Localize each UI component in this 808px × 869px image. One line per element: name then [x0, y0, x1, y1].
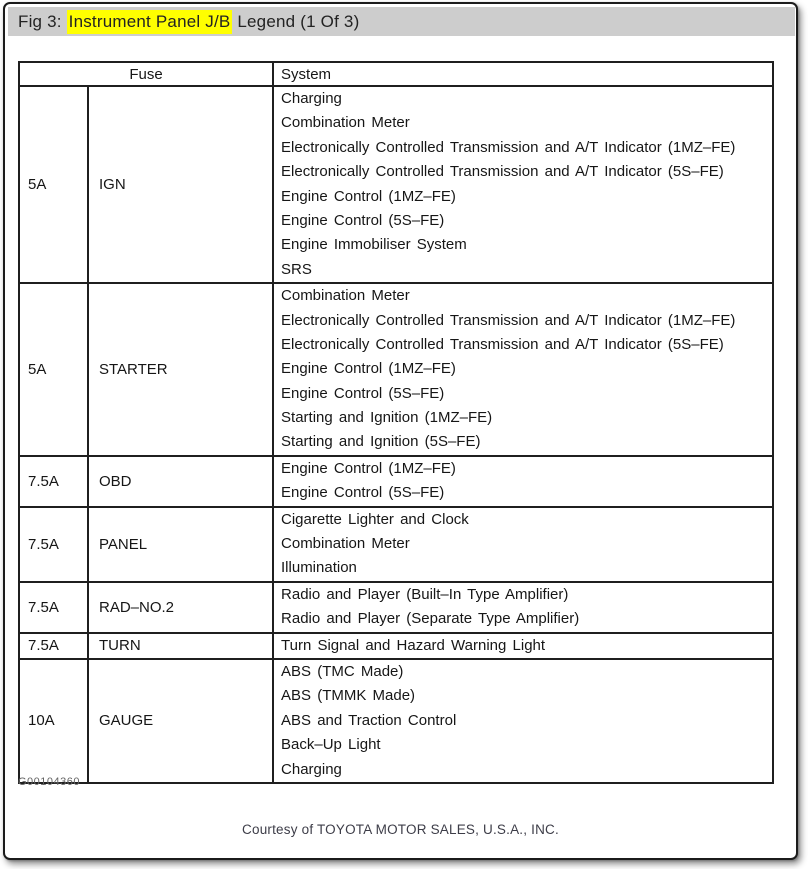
system-line: Electronically Controlled Transmission and A/T Indicator (1MZ–FE) [281, 311, 736, 329]
fuse-name-cell: STARTER [88, 283, 273, 456]
figure-title-bar [8, 7, 795, 36]
table-row [19, 659, 773, 783]
system-line: Cigarette Lighter and Clock [281, 510, 469, 528]
system-cell [273, 582, 773, 633]
system-line: Combination Meter [281, 287, 410, 305]
fuse-amp-cell: 7.5A [19, 507, 88, 582]
table-row [19, 283, 773, 456]
system-line: Combination Meter [281, 114, 410, 132]
fuse-amp-cell: 7.5A [19, 582, 88, 633]
system-line: Turn Signal and Hazard Warning Light [281, 636, 546, 654]
fuse-name-cell: TURN [88, 633, 273, 659]
figure-title-prefix: Fig 3: [18, 11, 67, 31]
fuse-name-cell: OBD [88, 456, 273, 507]
table-row [19, 456, 773, 507]
system-line: Engine Control (1MZ–FE) [281, 459, 456, 477]
system-line: ABS (TMC Made) [281, 662, 404, 680]
system-line: Starting and Ignition (5S–FE) [281, 433, 481, 451]
fuse-legend-table [18, 61, 774, 784]
system-line: Back–Up Light [281, 736, 381, 754]
system-cell [273, 633, 773, 659]
system-line: Engine Immobiliser System [281, 236, 467, 254]
system-line: Combination Meter [281, 535, 410, 553]
system-line: Starting and Ignition (1MZ–FE) [281, 409, 493, 427]
system-line: Illumination [281, 559, 357, 577]
fuse-name-cell: PANEL [88, 507, 273, 582]
system-line: Engine Control (5S–FE) [281, 484, 445, 502]
fuse-amp-cell: 7.5A [19, 456, 88, 507]
fuse-name-cell: GAUGE [88, 659, 273, 783]
system-line: ABS and Traction Control [281, 711, 457, 729]
search-highlight: Instrument Panel J/B [67, 10, 233, 34]
table-row [19, 633, 773, 659]
figure-title-suffix: Legend (1 Of 3) [232, 11, 360, 31]
system-line: Electronically Controlled Transmission and A/T Indicator (1MZ–FE) [281, 138, 736, 156]
system-line: Engine Control (1MZ–FE) [281, 360, 456, 378]
system-line: Radio and Player (Separate Type Amplifier) [281, 610, 580, 628]
column-header-fuse: Fuse [19, 62, 273, 86]
fuse-name-cell: IGN [88, 86, 273, 283]
system-line: Radio and Player (Built–In Type Amplifier) [281, 585, 569, 603]
system-line: Electronically Controlled Transmission and A/T Indicator (5S–FE) [281, 335, 724, 353]
system-line: Charging [281, 90, 342, 107]
column-header-system: System [273, 62, 773, 86]
system-cell [273, 456, 773, 507]
system-cell [273, 86, 773, 283]
fuse-amp-cell: 7.5A [19, 633, 88, 659]
system-line: Engine Control (1MZ–FE) [281, 187, 456, 205]
system-line: SRS [281, 260, 312, 278]
system-line: ABS (TMMK Made) [281, 687, 416, 705]
figure-code: G00104360 [18, 776, 80, 788]
fuse-amp-cell: 5A [19, 86, 88, 283]
system-cell [273, 283, 773, 456]
fuse-table-body [19, 86, 773, 783]
fuse-amp-cell: 10A [19, 659, 88, 783]
table-row [19, 86, 773, 283]
system-line: Engine Control (5S–FE) [281, 211, 445, 229]
system-cell [273, 659, 773, 783]
table-row [19, 507, 773, 582]
system-line: Electronically Controlled Transmission and A/T Indicator (5S–FE) [281, 163, 724, 181]
document-page [3, 2, 798, 860]
fuse-amp-cell: 5A [19, 283, 88, 456]
system-line: Engine Control (5S–FE) [281, 384, 445, 402]
fuse-name-cell: RAD–NO.2 [88, 582, 273, 633]
table-row [19, 582, 773, 633]
header-row [19, 62, 773, 86]
courtesy-line: Courtesy of TOYOTA MOTOR SALES, U.S.A., INC. [242, 822, 559, 837]
system-cell [273, 507, 773, 582]
system-line: Charging [281, 760, 342, 778]
